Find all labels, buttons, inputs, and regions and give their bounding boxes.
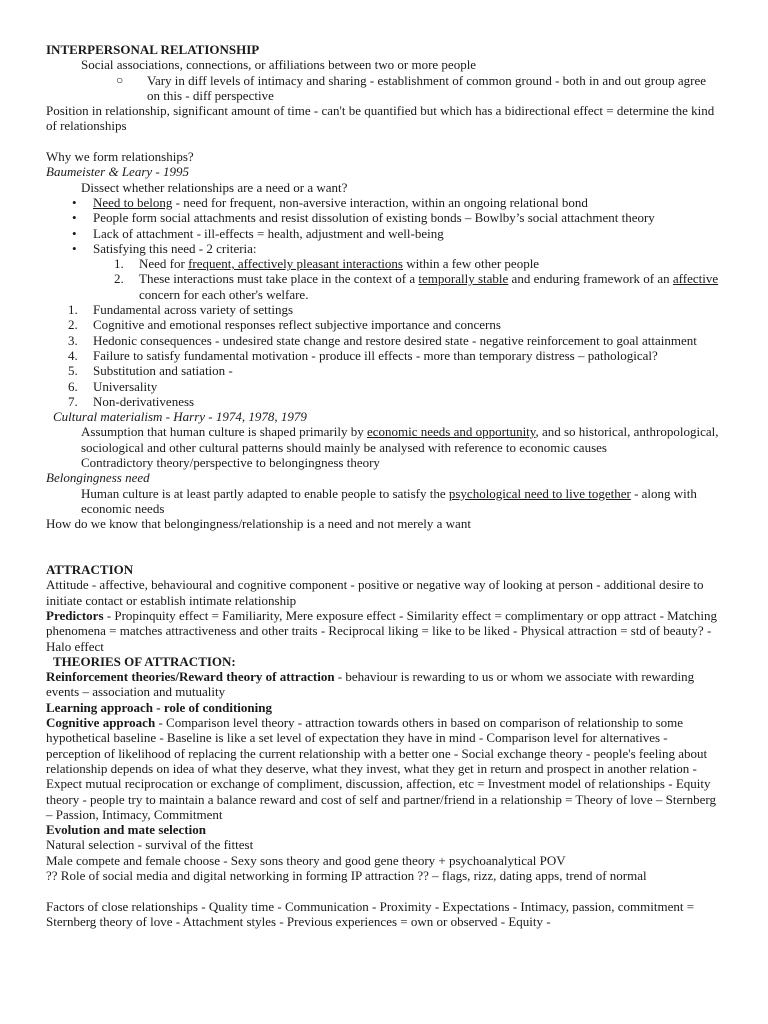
numbered-item (46, 317, 722, 332)
predictors-text: - Propinquity effect = Familiarity, Mere exposure effect - Similarity effect = complimentary or opp attract - Matching phenomena = matches attractiveness and other traits - Reciprocal liking = like to be liked - Physical attraction = std of beauty? - Halo effect (46, 607, 717, 654)
criteria-underlined: frequent, affectively pleasant interactions (188, 256, 403, 272)
bullet-text: Satisfying this need - 2 criteria: (93, 240, 257, 256)
why-question: Why we form relationships? (46, 149, 194, 165)
factors-line: Factors of close relationships - Quality time - Communication - Proximity - Expectations - Intimacy, passion, commitment = Sternberg theory of love - Attachment styles - Previous experiences = own or observed - Equity - (46, 898, 695, 929)
criteria-text: within a few other people (402, 256, 540, 272)
predictors-label: Predictors (46, 607, 104, 623)
criteria-list (46, 256, 722, 302)
attraction-title: ATTRACTION (46, 562, 134, 578)
bullet-text: People form social attachments and resist dissolution of existing bonds – Bowlby’s social attachment theory (93, 210, 655, 226)
numbered-list (46, 302, 722, 409)
numbered-text: Non-derivativeness (93, 393, 195, 409)
why-citation: Baumeister & Leary - 1995 (46, 164, 189, 180)
belonging-human (46, 486, 722, 517)
reinforcement-paragraph (46, 669, 722, 700)
list-number: 1. (114, 256, 124, 272)
cognitive-text: - Comparison level theory - attraction towards others in based on comparison of relationship to some hypothetical baseline - Baseline is like a set level of expectation they have in mind - Comparison level for alternatives - perception of likelihood of replacing the current relationship with a better one - Social exchange theory - people's feeling about relationship depends on idea of what they deserve, what they invest, what they get in return and prospect in another relation - Expect mutual reciprocation or exchange of compliment, discussion, affection, etc = Investment model of relationships - Equity theory - people try to maintain a balance reward and cost of self and partner/friend in a relationship = Theory of love – Sternberg – Passion, Intimacy, Commitment (46, 715, 716, 822)
attraction-predictors (46, 608, 722, 654)
list-number: 3. (68, 332, 78, 348)
human-text: - along with economic needs (81, 485, 697, 516)
numbered-text: Failure to satisfy fundamental motivation - produce ill effects - more than temporary distress – pathological? (93, 347, 658, 363)
bullet-list (46, 195, 722, 256)
numbered-text: Cognitive and emotional responses reflect subjective importance and concerns (93, 317, 501, 333)
male-compete: Male compete and female choose - Sexy sons theory and good gene theory + psychoanalytical POV (46, 852, 566, 868)
interpersonal-section (46, 42, 722, 134)
criteria-underlined: temporally stable (418, 271, 509, 287)
cultural-assumption (46, 424, 722, 455)
numbered-item (46, 363, 722, 378)
circle-list (46, 73, 722, 104)
spacer (46, 532, 722, 563)
list-number: 2. (68, 317, 78, 333)
criteria-underlined: affective (672, 271, 719, 287)
reinforcement-text: - behaviour is rewarding to us or whom we associate with rewarding events – association and mutuality (46, 669, 695, 700)
numbered-text: Universality (93, 378, 158, 394)
attraction-section (46, 562, 722, 929)
why-dissect: Dissect whether relationships are a need or a want? (81, 179, 348, 195)
spacer (46, 134, 722, 149)
why-section (46, 149, 722, 409)
spacer (46, 883, 722, 898)
criteria-text: Need for (139, 256, 189, 272)
cognitive-label: Cognitive approach (46, 715, 156, 731)
list-number: 5. (68, 363, 78, 379)
theories-title: THEORIES OF ATTRACTION: (53, 653, 236, 669)
human-underlined: psychological need to live together (448, 485, 631, 501)
cultural-section (46, 409, 722, 470)
cognitive-paragraph (46, 715, 722, 822)
bullet-item (46, 226, 722, 241)
numbered-text: Fundamental across variety of settings (93, 302, 294, 318)
interpersonal-title: INTERPERSONAL RELATIONSHIP (46, 42, 260, 57)
circle-item (46, 73, 722, 104)
criteria-text: These interactions must take place in the context of a (139, 271, 419, 287)
numbered-item (46, 348, 722, 363)
bullet-text: - need for frequent, non-aversive interaction, within an ongoing relational bond (172, 194, 588, 210)
assumption-underlined: economic needs and opportunity (366, 424, 536, 440)
need-to-belong-term: Need to belong (93, 194, 173, 210)
criteria-text: concern for each other's welfare. (139, 286, 309, 302)
numbered-item (46, 333, 722, 348)
circle-bullet-icon: ○ (116, 72, 124, 87)
bullet-dot-icon: • (72, 194, 77, 210)
learning-approach: Learning approach - role of conditioning (46, 699, 272, 715)
numbered-text: Substitution and satiation - (93, 363, 233, 379)
assumption-text: Assumption that human culture is shaped primarily by (81, 424, 367, 440)
natural-selection: Natural selection - survival of the fittest (46, 837, 254, 853)
numbered-item (46, 302, 722, 317)
list-number: 1. (68, 302, 78, 318)
list-number: 4. (68, 347, 78, 363)
social-media-question: ?? Role of social media and digital networking in forming IP attraction ?? – flags, rizz, dating apps, trend of normal (46, 868, 647, 884)
bullet-item (46, 195, 722, 210)
list-number: 2. (114, 271, 124, 287)
bullet-dot-icon: • (72, 240, 77, 256)
human-text: Human culture is at least partly adapted to enable people to satisfy the (81, 485, 449, 501)
interpersonal-intro: Social associations, connections, or affiliations between two or more people (81, 57, 477, 73)
attraction-attitude: Attitude - affective, behavioural and cognitive component - positive or negative way of looking at person - additional desire to initiate contact or establish intimate relationship (46, 577, 704, 608)
position-line: Position in relationship, significant amount of time - can't be quantified but which has a bidirectional effect = determine the kind of relationships (46, 103, 715, 134)
criteria-text: and enduring framework of an (508, 271, 673, 287)
list-number: 7. (68, 393, 78, 409)
reinforcement-label: Reinforcement theories/Reward theory of attraction (46, 669, 335, 685)
belonging-how: How do we know that belongingness/relationship is a need and not merely a want (46, 516, 471, 532)
bullet-text: Lack of attachment - ill-effects = health, adjustment and well-being (93, 225, 444, 241)
numbered-item (46, 394, 722, 409)
cultural-title: Cultural materialism - Harry - 1974, 1978, 1979 (53, 409, 307, 425)
cultural-contradictory: Contradictory theory/perspective to belongingness theory (81, 455, 380, 471)
assumption-text: , and so historical, anthropological, sociological and other cultural patterns should mainly be analysed with reference to economic causes (81, 424, 719, 455)
belonging-section (46, 470, 722, 531)
criteria-item (46, 271, 722, 302)
list-number: 6. (68, 378, 78, 394)
evolution-title: Evolution and mate selection (46, 822, 206, 838)
numbered-text: Hedonic consequences - undesired state change and restore desired state - negative reinforcement to goal attainment (93, 332, 697, 348)
belonging-title: Belongingness need (46, 470, 150, 486)
numbered-item (46, 379, 722, 394)
bullet-item (46, 241, 722, 256)
bullet-dot-icon: • (72, 225, 77, 241)
bullet-dot-icon: • (72, 210, 77, 226)
bullet-item (46, 210, 722, 225)
criteria-item (46, 256, 722, 271)
circle-item-text: Vary in diff levels of intimacy and sharing - establishment of common ground - both in and out group agree on this - diff perspective (147, 72, 706, 103)
